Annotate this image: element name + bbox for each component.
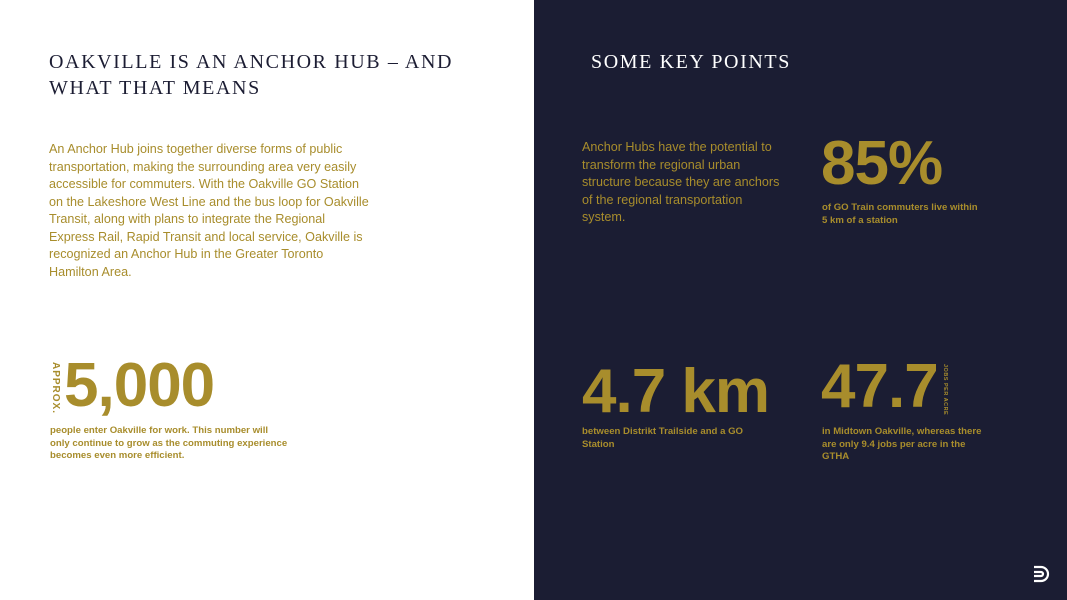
stat-85-value: 85% [821, 129, 943, 198]
jobs-per-acre-label: JOBS PER ACRE [942, 364, 948, 416]
stat-4-7km-value: 4.7 km [582, 357, 770, 426]
stat-85-caption: of GO Train commuters live within 5 km of a station [822, 202, 978, 226]
right-title: SOME KEY POINTS [591, 51, 791, 73]
left-title: OAKVILLE IS AN ANCHOR HUB – AND WHAT THAT MEANS [49, 51, 454, 99]
approx-label: APPROX. [50, 362, 61, 415]
right-panel [534, 0, 1067, 600]
key-points-description: Anchor Hubs have the potential to transform the regional urban structure because they are anchors of the regional transportation system. [582, 140, 780, 224]
stat-47-7-value: 47.7 [821, 352, 938, 421]
stat-47-7-caption: in Midtown Oakville, whereas there are only 9.4 jobs per acre in the GTHA [822, 426, 982, 462]
distrikt-logo-icon [1032, 565, 1050, 583]
stat-4-7km-caption: between Distrikt Trailside and a GO Station [582, 426, 744, 450]
anchor-hub-description: An Anchor Hub joins together diverse forms of public transportation, making the surrounding area very easily accessible for commuters. With the Oakville GO Station on the Lakeshore West Line and the bus loop for Oakville Transit, along with plans to integrate the Regional Express Rail, Rapid Transit and local service, Oakville is recognized an Anchor Hub in the Greater Toronto Hamilton Area. [49, 142, 369, 279]
stat-5000-caption: people enter Oakville for work. This number will only continue to grow as the commuting experience becomes even more efficient. [50, 425, 288, 461]
stat-5000-value: 5,000 [64, 351, 215, 420]
